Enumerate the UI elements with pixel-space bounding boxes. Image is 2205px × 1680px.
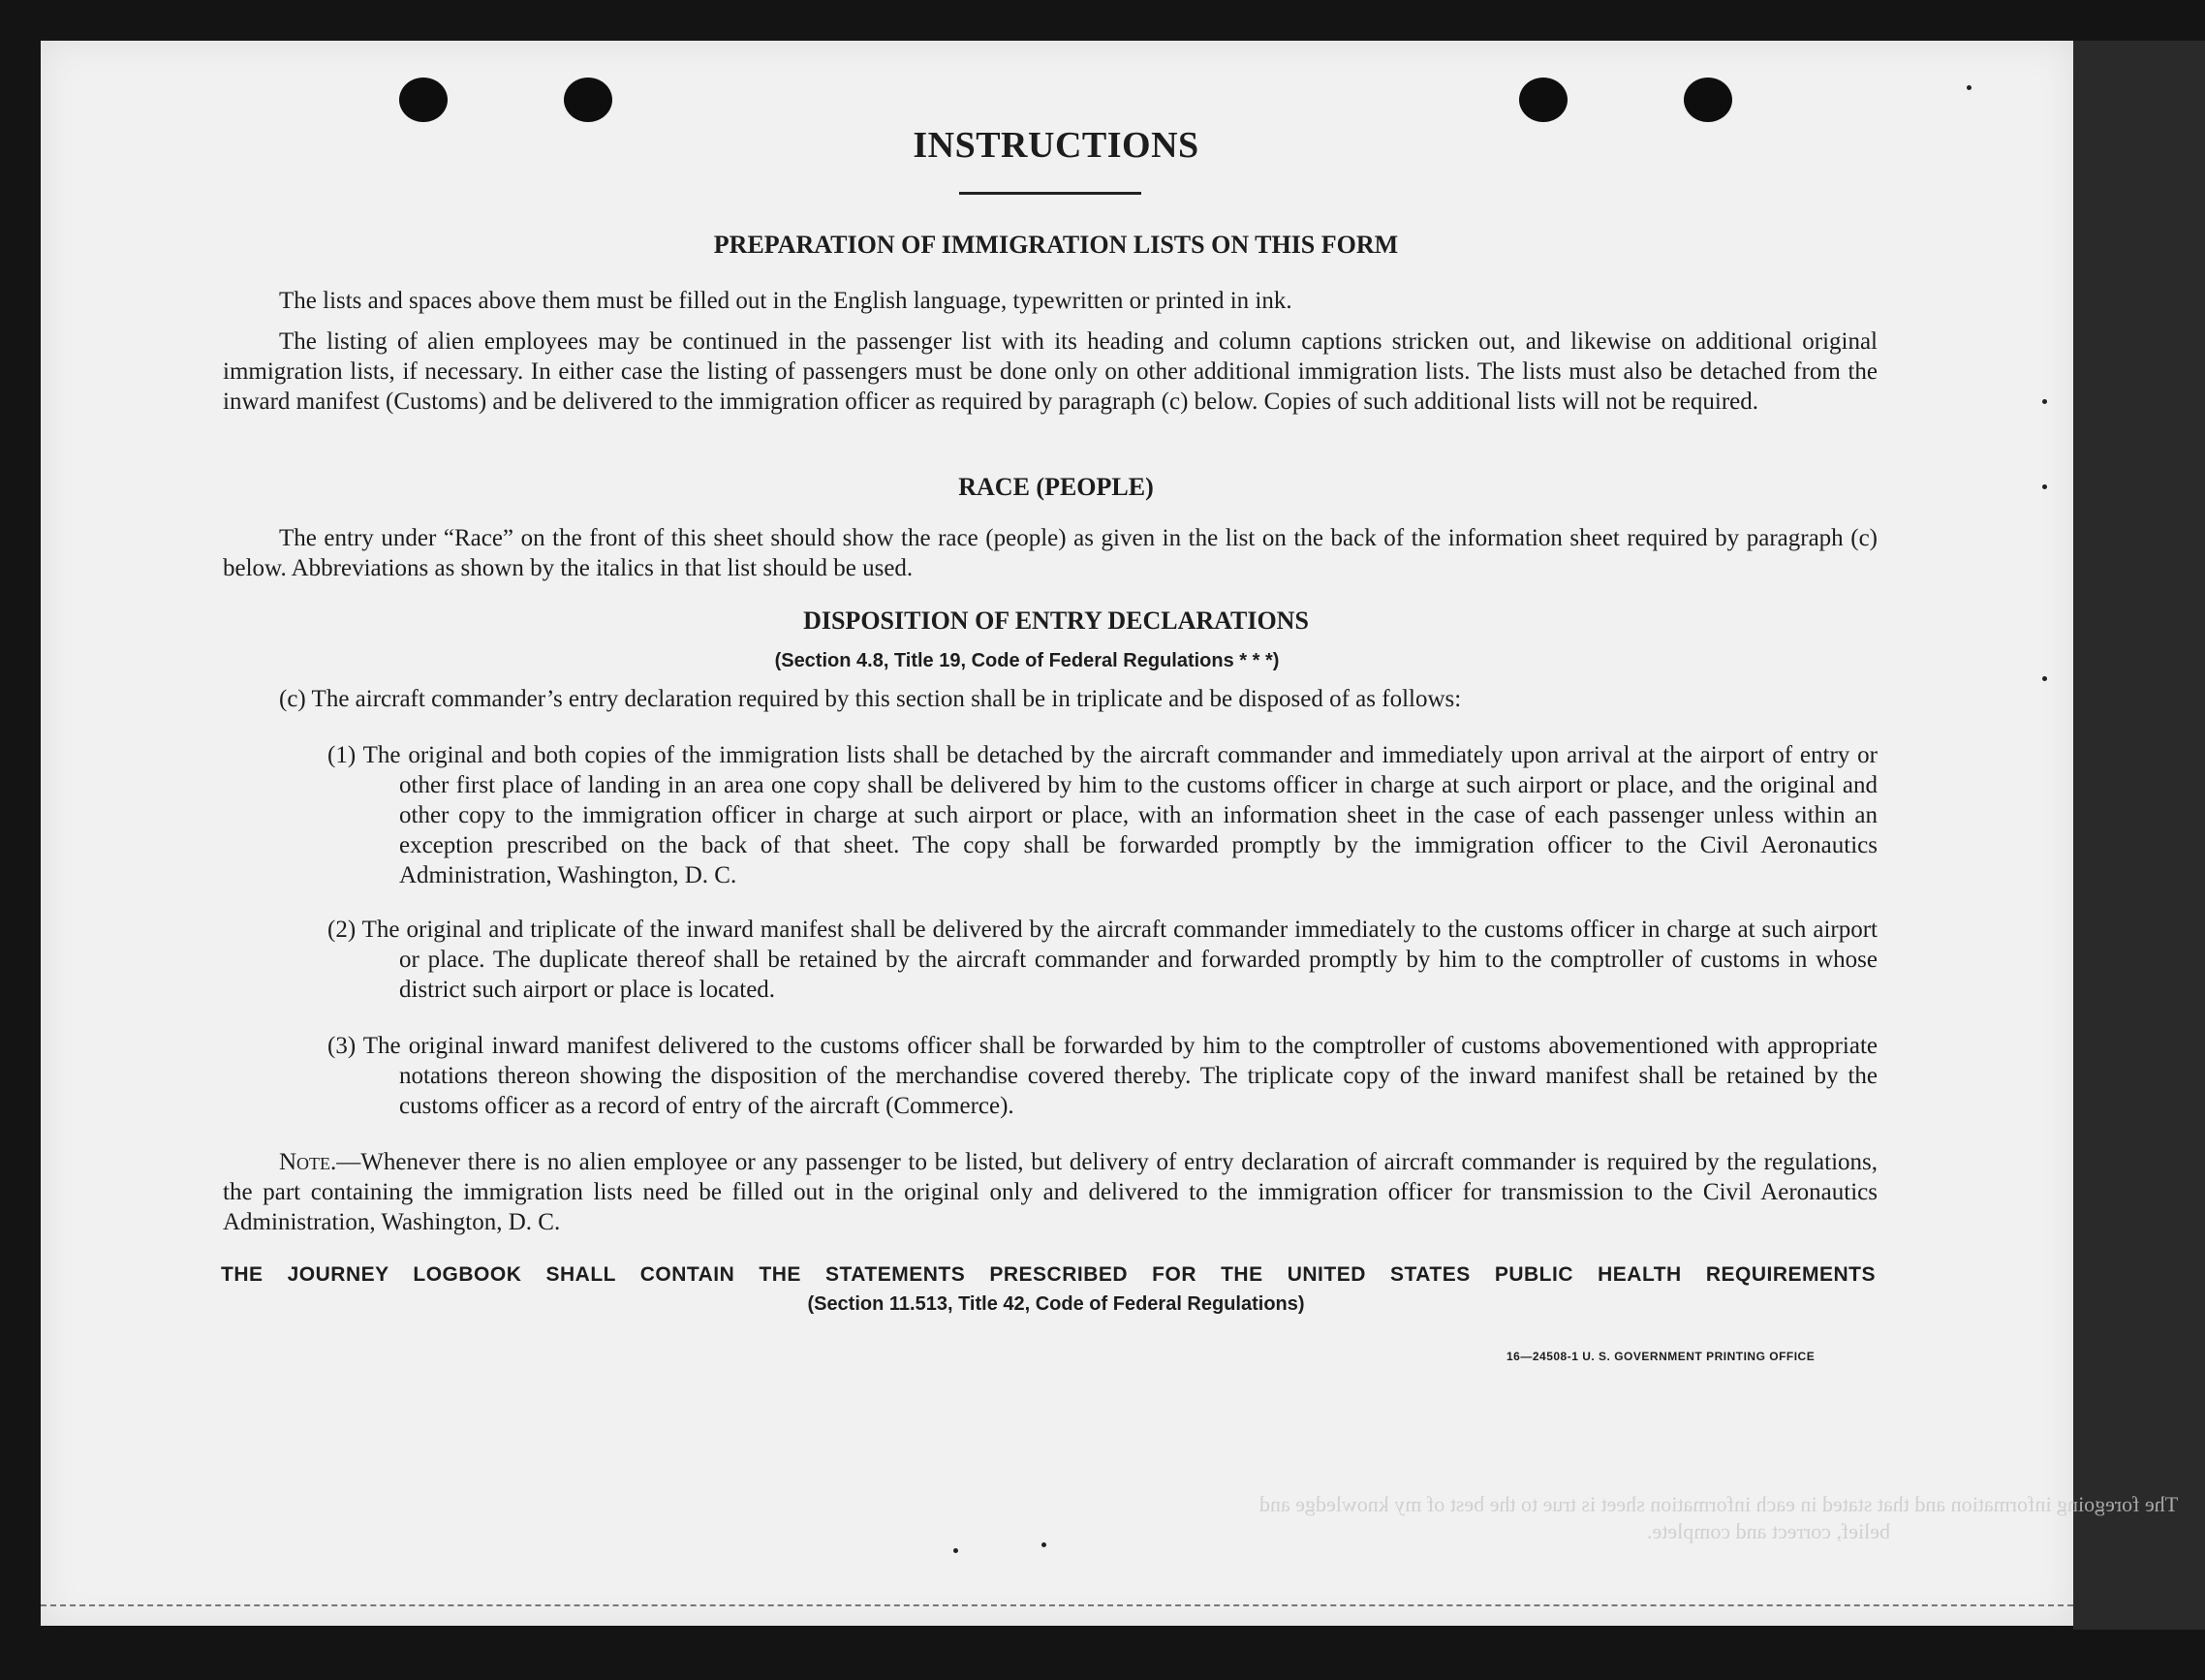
- punch-hole: [1684, 78, 1732, 122]
- prep-paragraph-1: The lists and spaces above them must be filled out in the English language, typewritten or printed in ink.: [279, 288, 1292, 314]
- disposition-item-3: (3) The original inward manifest delivered to the customs officer shall be forwarded by him to the comptroller of customs abovementioned with appropriate notations thereon showing the disposition of the merchandise covered thereby. The triplicate copy of the inward manifest shall be retained by the customs officer as a record of entry of the aircraft (Commerce).: [327, 1033, 1878, 1119]
- printing-office-code: 16—24508-1 U. S. GOVERNMENT PRINTING OFFICE: [1506, 1350, 1816, 1363]
- disposition-intro: (c) The aircraft commander’s entry declaration required by this section shall be in triplicate and be disposed of as follows:: [279, 686, 1462, 712]
- page-title: INSTRUCTIONS: [913, 125, 1199, 166]
- note-lead: Note.: [279, 1149, 337, 1175]
- heading-disposition: DISPOSITION OF ENTRY DECLARATIONS: [803, 607, 1309, 635]
- scan-speck: [1967, 85, 1972, 90]
- perforation-line: [41, 1604, 2073, 1606]
- disposition-item-1: (1) The original and both copies of the immigration lists shall be detached by the aircraft commander and immediately upon arrival at the airport of entry or other first place of landing in an area one copy shall be delivered by him to the customs officer in charge at such airport or place, and the original and other copy to the immigration officer in charge at such airport or place, with an information sheet in the case of each passenger unless within an exception prescribed on the back of that sheet. The copy shall be forwarded promptly by the immigration officer to the Civil Aeronautics Administration, Washington, D. C.: [327, 742, 1878, 888]
- scan-speck: [2042, 399, 2047, 404]
- title-underline: [959, 192, 1141, 195]
- punch-hole: [1519, 78, 1568, 122]
- scan-speck: [2042, 484, 2047, 489]
- disposition-citation: (Section 4.8, Title 19, Code of Federal Regulations * * *): [774, 650, 1280, 671]
- note-paragraph: [223, 1147, 1878, 1237]
- scan-speck: [2042, 676, 2047, 681]
- scan-speck: [1041, 1542, 1046, 1547]
- disposition-item-2: (2) The original and triplicate of the inward manifest shall be delivered by the aircraft commander immediately to the customs officer in charge at such airport or place. The duplicate thereof shall be retained by the aircraft commander and forwarded promptly by him to the comptroller of customs in whose district such airport or place is located.: [327, 917, 1878, 1003]
- heading-preparation: PREPARATION OF IMMIGRATION LISTS ON THIS FORM: [713, 231, 1399, 259]
- prep-paragraph-2: The listing of alien employees may be continued in the passenger list with its heading and column captions stricken out, and likewise on additional original immigration lists, if necessary. In either case the listing of passengers must be done only on other additional immigration lists. The lists must also be detached from the inward manifest (Customs) and be delivered to the immigration officer as required by paragraph (c) below. Copies of such additional lists will not be required.: [223, 328, 1878, 415]
- bleed-through-text: belief, correct and complete.: [1647, 1519, 1891, 1543]
- bleed-through-text: The foregoing information and that stated in each information sheet is true to the best of my knowledge and: [1259, 1492, 2179, 1516]
- note-body: —Whenever there is no alien employee or any passenger to be listed, but delivery of entry declaration of aircraft commander is required by the regulations, the part containing the immigration lists need be filled out in the original only and delivered to the immigration officer for transmission to the Civil Aeronautics Administration, Washington, D. C.: [223, 1149, 1878, 1235]
- scan-background-strip: [2073, 41, 2205, 1630]
- race-paragraph: The entry under “Race” on the front of this sheet should show the race (people) as given in the list on the back of the information sheet required by paragraph (c) below. Abbreviations as shown by the italics in that list should be used.: [223, 525, 1878, 581]
- logbook-citation: (Section 11.513, Title 42, Code of Federal Regulations): [807, 1293, 1305, 1315]
- logbook-requirement: THE JOURNEY LOGBOOK SHALL CONTAIN THE STATEMENTS PRESCRIBED FOR THE UNITED STATES PUBLIC HEALTH REQUIREMENTS: [221, 1263, 1876, 1286]
- punch-hole: [399, 78, 448, 122]
- punch-hole: [564, 78, 612, 122]
- heading-race: RACE (PEOPLE): [958, 473, 1154, 501]
- scan-speck: [953, 1548, 958, 1553]
